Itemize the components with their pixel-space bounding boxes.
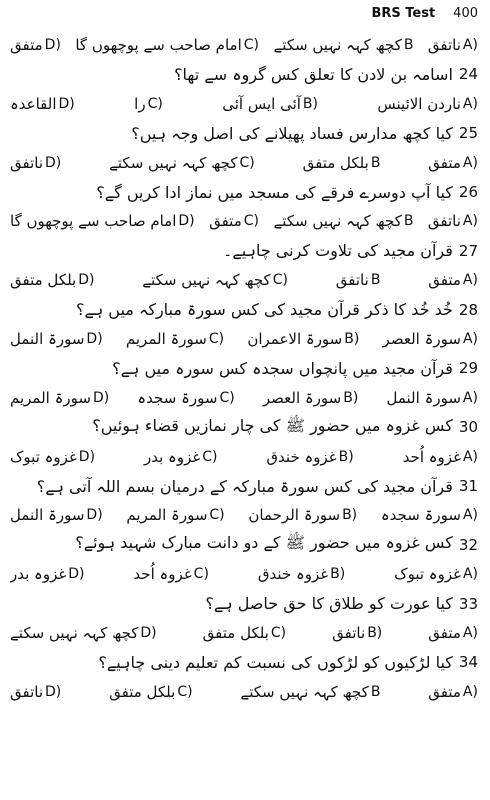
option-text: کچھ کہہ نہیں سکتے [142, 271, 271, 290]
question-line [10, 353, 478, 383]
page-header [371, 6, 478, 21]
question-number: 27 [458, 241, 478, 260]
option-letter: A) [462, 95, 478, 112]
option-text: ناتفق [332, 624, 366, 642]
answer-option [126, 330, 224, 348]
answer-option [109, 154, 255, 172]
option-letter: B [403, 213, 414, 230]
answer-option [403, 448, 478, 466]
option-text: کچھ کہہ نہیں سکتے [240, 682, 369, 701]
option-text: غزوہ خندق [266, 447, 337, 466]
option-letter: A) [462, 37, 478, 53]
option-text: سورۃ العصر [262, 388, 342, 407]
option-text: سورۃ سجدہ [380, 506, 461, 525]
option-letter: B [370, 154, 381, 171]
option-text: سورۃ الاعمران [247, 330, 343, 348]
answer-option [109, 683, 192, 701]
option-letter: C) [202, 448, 218, 465]
option-letter: A) [462, 683, 478, 700]
answer-options [10, 677, 478, 707]
option-text: غزوہ تبوک [10, 447, 77, 466]
option-letter: D) [86, 507, 103, 524]
answer-option [10, 624, 157, 642]
answer-option [428, 624, 478, 642]
answer-options [10, 265, 478, 295]
answer-options [10, 559, 478, 589]
option-text: غزوہ اُحد [402, 447, 461, 466]
question-number: 31 [458, 477, 478, 495]
option-text: سورۃ المریم [126, 506, 208, 525]
option-letter: D) [92, 389, 110, 406]
question-text: کس غزوہ میں حضور ﷺ کے دو دانت مبارک شہید ہوئے؟ [75, 533, 453, 553]
option-text: امام صاحب سے پوچھوں گا [75, 36, 242, 54]
question-line [10, 59, 478, 89]
option-letter: D) [58, 95, 75, 112]
answer-option [273, 212, 413, 230]
question-text: قرآن مجید کی کس سورۃ مبارکہ کے درمیان بسم اللہ آتی ہے؟ [36, 476, 453, 496]
question-text: کیا کچھ مدارس فساد پھیلانے کی اصل وجہ ہیں؟ [131, 123, 453, 143]
question-text: قرآن مجید میں پانچواں سجدہ کس سورہ میں ہے؟ [112, 358, 453, 378]
option-letter: D) [44, 37, 61, 53]
option-text: امام صاحب سے پوچھوں گا [10, 212, 177, 231]
option-text: غزوہ اُحد [133, 565, 192, 584]
answer-option [377, 95, 478, 113]
answer-option [247, 330, 359, 348]
option-letter: A) [462, 331, 478, 347]
answer-option [428, 36, 478, 54]
answer-option [10, 271, 94, 289]
answer-option [428, 683, 478, 701]
option-text: متفق [428, 682, 461, 701]
question-number: 30 [458, 418, 478, 437]
option-letter: B) [344, 331, 360, 347]
question-line [10, 412, 478, 442]
answer-option [10, 95, 75, 113]
option-letter: D) [78, 272, 95, 289]
answer-option [428, 271, 478, 289]
option-letter: D) [178, 213, 195, 230]
option-text: آئی ایس آئی [222, 94, 301, 113]
answer-option [142, 271, 288, 289]
header-title: BRS Test [371, 6, 436, 21]
option-letter: C) [243, 37, 259, 53]
option-text: غزوہ خندق [257, 565, 329, 584]
question-text: کیا آپ دوسرے فرقے کی مسجد میں نماز ادا کریں گے؟ [96, 182, 453, 202]
question-text: قرآن مجید کی تلاوت کرنی چاہیے۔ [222, 241, 453, 261]
answer-option [133, 565, 209, 583]
answer-option [258, 565, 345, 583]
option-text: کچھ کہہ نہیں سکتے [273, 212, 402, 231]
answer-option [394, 565, 478, 583]
option-letter: C) [270, 625, 287, 641]
option-text: سورۃ العصر [382, 330, 461, 348]
question-number: 28 [458, 300, 478, 319]
question-text: اسامہ بن لادن کا تعلق کس گروہ سے تھا؟ [174, 64, 453, 84]
option-letter: D) [86, 331, 103, 347]
option-text: متفق [209, 212, 242, 231]
answer-option [10, 330, 103, 348]
question-number: 24 [458, 65, 478, 84]
option-letter: D) [45, 683, 62, 700]
answer-option [126, 506, 224, 524]
answer-option [209, 212, 259, 230]
answer-option [303, 154, 381, 172]
option-letter: C) [209, 507, 225, 524]
question-number: 26 [458, 183, 478, 201]
answer-option [387, 389, 478, 407]
option-text: ناتفق [10, 153, 44, 172]
question-number: 32 [458, 535, 478, 554]
answer-option [332, 624, 382, 642]
answer-option [428, 212, 478, 230]
answer-option [222, 95, 318, 113]
option-text: را [134, 94, 146, 113]
answer-option [383, 330, 478, 348]
option-letter: D) [68, 566, 85, 583]
option-letter: A) [462, 389, 478, 406]
option-letter: C) [239, 154, 255, 171]
option-text: متفق [428, 153, 461, 172]
option-letter: B) [342, 507, 358, 524]
answer-option [381, 506, 478, 524]
option-text: ناتفق [427, 36, 461, 54]
answer-option [336, 271, 381, 289]
question-line [10, 236, 478, 266]
option-letter: A) [462, 566, 478, 583]
option-text: ناتفق [427, 212, 461, 231]
question-number: 33 [458, 594, 478, 613]
question-line [10, 177, 478, 207]
answer-option [273, 36, 413, 54]
answer-option [203, 624, 286, 642]
option-text: متفق [10, 36, 43, 54]
option-letter: A) [462, 625, 478, 641]
page-number: 400 [453, 6, 478, 21]
option-text: سورۃ المریم [125, 330, 207, 348]
option-text: بلکل متفق [202, 624, 269, 642]
answer-options [10, 148, 478, 178]
question-text: کس غزوہ میں حضور ﷺ کی چار نمازیں قضاء ہوئیں؟ [92, 415, 453, 435]
answer-option [10, 565, 84, 583]
option-letter: A) [462, 448, 478, 465]
question-line [10, 530, 478, 560]
question-line [10, 647, 478, 677]
answer-option [10, 154, 61, 172]
answer-options [10, 89, 478, 119]
option-text: ناتفق [335, 271, 369, 290]
option-text: متفق [428, 271, 461, 290]
answer-option [75, 36, 259, 54]
answer-options [10, 324, 478, 354]
option-letter: C) [147, 95, 163, 112]
option-text: سورۃ النمل [386, 388, 461, 407]
answer-option [134, 95, 163, 113]
answer-options [10, 30, 478, 60]
option-letter: D) [78, 448, 96, 465]
option-letter: B) [338, 448, 354, 465]
option-text: بلکل متفق [10, 271, 77, 290]
answer-options [10, 618, 478, 648]
option-letter: C) [243, 213, 259, 230]
option-text: ناتفق [10, 682, 44, 701]
answer-option [10, 36, 61, 54]
answer-option [10, 212, 195, 230]
question-text: کیا لڑکیوں کو لڑکوں کی نسبت کم تعلیم دینی چاہیے؟ [98, 652, 453, 672]
option-letter: B) [302, 95, 318, 112]
answer-option [10, 506, 103, 524]
question-number: 34 [458, 653, 478, 672]
answer-options [10, 383, 478, 413]
question-text: کیا عورت کو طلاق کا حق حاصل ہے؟ [205, 594, 453, 614]
option-text: سورۃ النمل [10, 330, 85, 348]
option-text: سورۃ النمل [10, 506, 85, 525]
question-line [10, 295, 478, 325]
answer-option [263, 389, 358, 407]
answer-option [248, 506, 357, 524]
option-letter: A) [462, 507, 478, 524]
option-text: بلکل متفق [302, 153, 369, 172]
option-letter: A) [462, 154, 478, 171]
option-letter: C) [272, 272, 288, 289]
option-text: سورۃ سجدہ [137, 388, 218, 407]
answer-option [428, 154, 478, 172]
option-letter: B) [367, 625, 383, 641]
option-text: متفق [428, 624, 461, 642]
answer-options [10, 500, 478, 530]
question-line [10, 118, 478, 148]
option-letter: A) [462, 213, 478, 230]
option-letter: C) [219, 389, 235, 406]
answer-option [10, 448, 95, 466]
option-letter: C) [193, 566, 209, 583]
option-letter: B [370, 683, 381, 700]
answer-option [10, 389, 109, 407]
option-letter: A) [462, 272, 478, 289]
option-letter: B) [330, 566, 346, 583]
option-text: سورۃ المریم [10, 388, 91, 407]
option-text: غزوہ تبوک [394, 565, 461, 584]
option-text: کچھ کہہ نہیں سکتے [109, 153, 238, 172]
answer-option [10, 683, 61, 701]
answer-option [144, 448, 217, 466]
option-letter: D) [45, 154, 62, 171]
answer-options [10, 442, 478, 472]
option-letter: D) [140, 625, 157, 641]
option-letter: B [403, 37, 414, 53]
option-text: ناردن الائینس [377, 94, 461, 113]
option-text: غزوہ بدر [10, 565, 67, 584]
option-letter: C) [208, 331, 225, 347]
option-letter: B) [343, 389, 359, 406]
question-line [10, 589, 478, 619]
option-text: کچھ کہہ نہیں سکتے [273, 36, 402, 54]
answer-options [10, 206, 478, 236]
question-number: 29 [458, 359, 478, 378]
option-text: غزوہ بدر [144, 447, 201, 466]
option-text: القاعدہ [10, 94, 57, 113]
answer-option [266, 448, 353, 466]
option-text: کچھ کہہ نہیں سکتے [10, 624, 139, 642]
option-letter: C) [177, 683, 193, 700]
answer-option [137, 389, 234, 407]
option-text: بلکل متفق [109, 682, 176, 701]
question-line [10, 471, 478, 501]
option-text: سورۃ الرحمان [248, 506, 341, 525]
question-text: خُد خُد کا ذکر قرآن مجید کی کس سورۃ مبارکہ میں ہے؟ [75, 300, 453, 320]
question-number: 25 [458, 124, 478, 143]
answer-option [240, 683, 380, 701]
option-letter: B [370, 272, 381, 289]
